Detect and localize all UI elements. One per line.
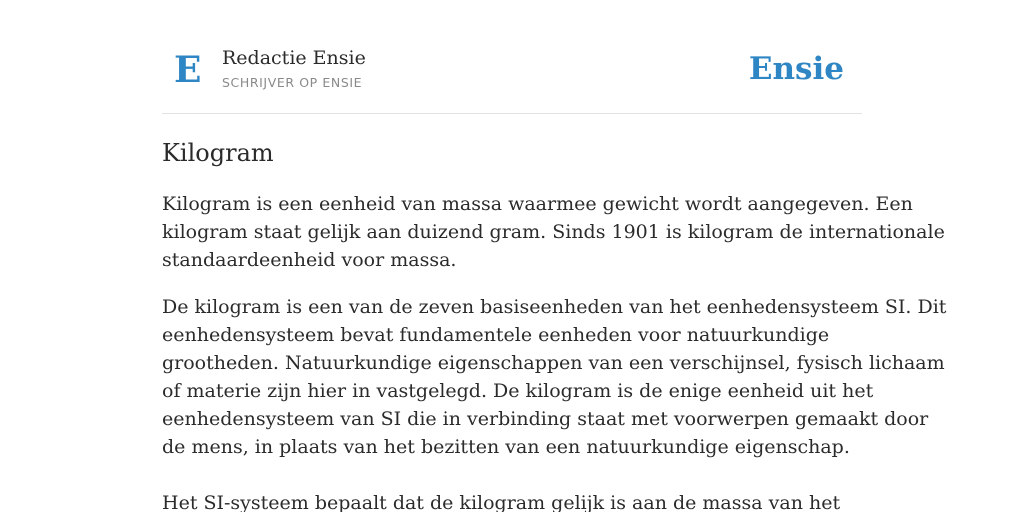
paragraph-line: eenhedensysteem van SI die in verbinding staat met voorwerpen gemaakt door	[162, 408, 929, 430]
paragraph-line: de mens, in plaats van het bezitten van een natuurkundige eigenschap.	[162, 436, 850, 458]
author-name[interactable]: Redactie Ensie	[222, 47, 366, 69]
paragraph-line: De kilogram is een van de zeven basiseenheden van het eenhedensysteem SI. Dit	[162, 296, 947, 318]
paragraph-line: standaardeenheid voor massa.	[162, 249, 457, 271]
paragraph-line: eenhedensysteem bevat fundamentele eenheden voor natuurkundige	[162, 324, 830, 346]
paragraph-line: grootheden. Natuurkundige eigenschappen van een verschijnsel, fysisch lichaam	[162, 352, 945, 374]
article-paragraph	[162, 190, 945, 274]
brand-logo[interactable]: Ensie	[748, 51, 844, 87]
author-avatar[interactable]: E	[174, 49, 202, 91]
article-title: Kilogram	[162, 139, 274, 167]
article-paragraph	[162, 489, 882, 512]
paragraph-line: Het SI-systeem bepaalt dat de kilogram gelijk is aan de massa van het	[162, 492, 841, 512]
paragraph-line: kilogram staat gelijk aan duizend gram. Sinds 1901 is kilogram de internationale	[162, 221, 945, 243]
paragraph-line: of materie zijn hier in vastgelegd. De kilogram is de enige eenheid uit het	[162, 380, 874, 402]
article-paragraph	[162, 293, 947, 461]
author-role: SCHRIJVER OP ENSIE	[222, 75, 363, 90]
paragraph-line: Kilogram is een eenheid van massa waarmee gewicht wordt aangegeven. Een	[162, 193, 913, 215]
author-header	[162, 0, 862, 114]
